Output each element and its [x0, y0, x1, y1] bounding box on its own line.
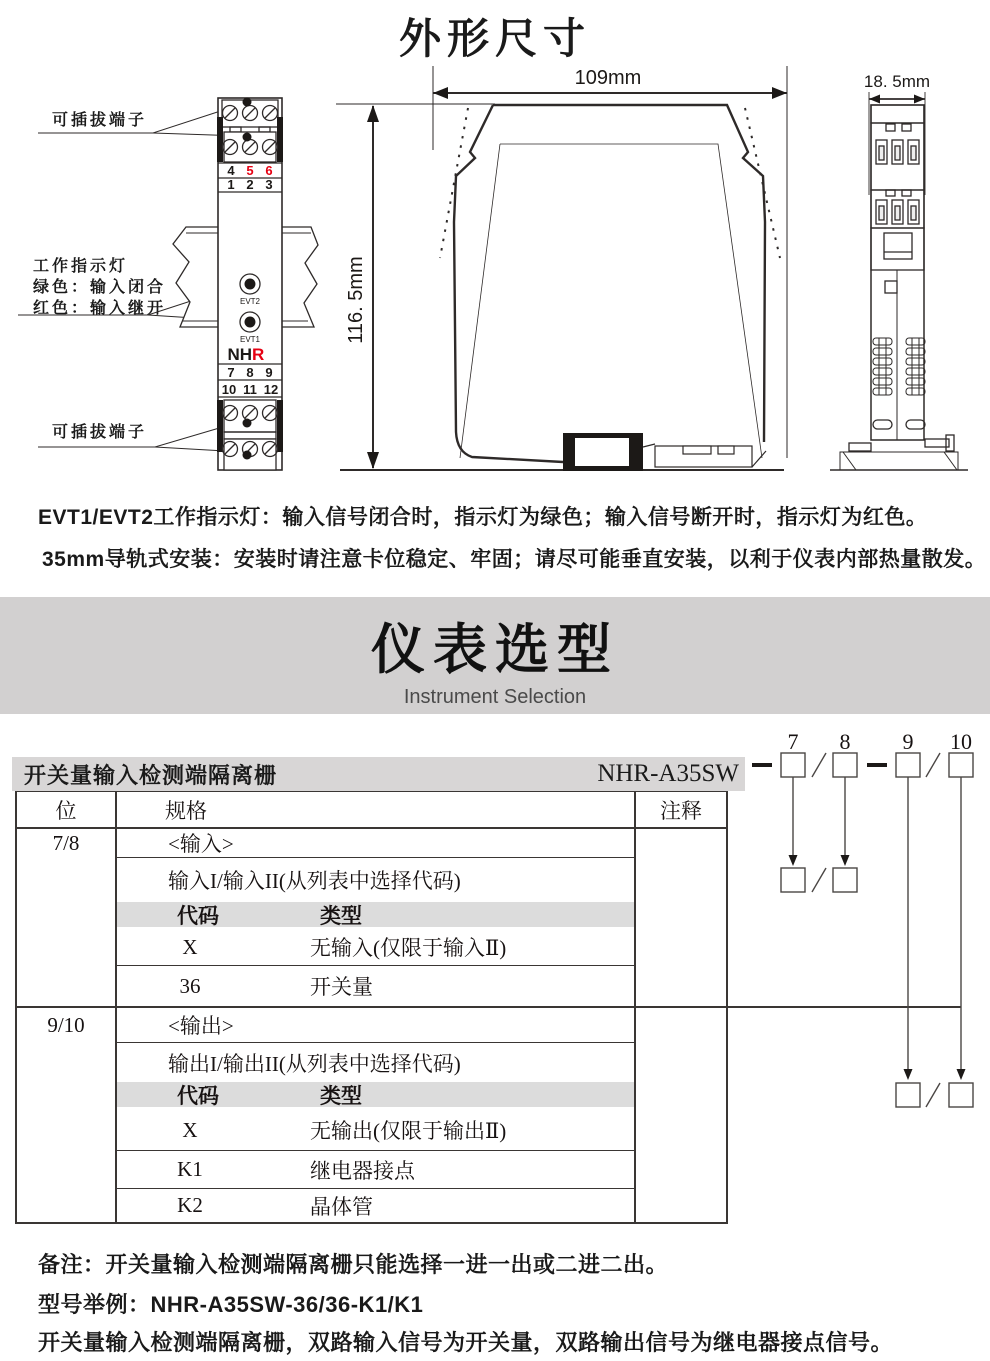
page-title: 外形尺寸	[398, 15, 591, 62]
section-banner	[0, 597, 990, 714]
terminal-12: 12	[263, 382, 279, 397]
pluggable-terminal-label-top: 可插拔端子	[52, 112, 148, 129]
pluggable-terminal-label-bottom: 可插拔端子	[52, 424, 148, 441]
input-group-label: <输入>	[168, 832, 234, 856]
output-row-k2-type: 晶体管	[310, 1194, 373, 1219]
output-code-box-9	[896, 1083, 920, 1107]
header-pos: 位	[55, 799, 77, 823]
note-description: 开关量输入检测端隔离栅，双路输入信号为开关量，双路输出信号为继电器接点信号。	[38, 1330, 894, 1355]
code-box-10	[949, 753, 973, 777]
input-row-36-type: 开关量	[310, 975, 373, 999]
note-evt-indicator: EVT1/EVT2工作指示灯：输入信号闭合时，指示灯为绿色；输入信号断开时，指示灯为红色。	[38, 506, 928, 529]
dim-height-label: 116. 5mm	[345, 256, 367, 344]
note-model-example: 型号举例：NHR-A35SW-36/36-K1/K1	[38, 1292, 424, 1317]
side-profile-drawing	[336, 66, 787, 471]
input-subtitle: 输入I/输入II(从列表中选择代码)	[168, 869, 461, 893]
digit-10: 10	[950, 729, 972, 754]
indicator-led-label-line2: 绿色：输入闭合	[33, 279, 167, 296]
terminal-10: 10	[221, 382, 237, 397]
terminal-7: 7	[227, 365, 235, 380]
input-row-36-code: 36	[179, 973, 201, 998]
depth-view-drawing	[830, 72, 968, 470]
table-line-top	[15, 791, 728, 792]
banner-subtitle: Instrument Selection	[403, 686, 587, 708]
nhr-logo	[227, 345, 264, 364]
indicator-led-label-line3: 红色：输入继开	[33, 300, 167, 317]
model-code: NHR-A35SW	[597, 760, 739, 787]
outline-dimension-drawing	[0, 0, 990, 500]
output-type-header: 类型	[320, 1083, 362, 1108]
input-code-box-7	[781, 868, 805, 892]
output-subtitle: 输出I/输出II(从列表中选择代码)	[168, 1051, 461, 1076]
code-box-7	[781, 753, 805, 777]
output-group-label: <输出>	[168, 1014, 234, 1038]
dim-depth-label: 18. 5mm	[863, 72, 931, 91]
selection-table-titlebar	[12, 757, 745, 791]
header-note: 注释	[660, 799, 702, 823]
ordering-code-diagram	[740, 720, 990, 1235]
output-code-box-10	[949, 1083, 973, 1107]
terminal-1: 1	[227, 177, 235, 192]
code-box-8	[833, 753, 857, 777]
terminal-4: 4	[227, 163, 235, 178]
indicator-led-label-line1: 工作指示灯	[33, 258, 129, 275]
front-view-drawing	[18, 98, 318, 471]
pos-910: 9/10	[47, 1012, 85, 1037]
code-box-9	[896, 753, 920, 777]
terminal-11: 11	[243, 382, 257, 397]
terminal-2: 2	[246, 177, 254, 192]
digit-9: 9	[902, 729, 914, 754]
dim-width-label: 109mm	[574, 67, 642, 89]
nhr-logo-nh: NH	[227, 345, 252, 364]
pos-78: 7/8	[52, 830, 80, 855]
header-spec: 规格	[165, 799, 207, 823]
note-remark: 备注：开关量输入检测端隔离栅只能选择一进一出或二进二出。	[38, 1252, 669, 1277]
table-line-bottom	[15, 1222, 728, 1224]
output-row-x-type: 无输出(仅限于输出Ⅱ)	[310, 1119, 507, 1143]
terminal-8: 8	[246, 365, 254, 380]
digit-7: 7	[787, 729, 799, 754]
evt1-label: EVT1	[239, 335, 261, 344]
note-din-mount: 35mm导轨式安装：安装时请注意卡位稳定、牢固；请尽可能垂直安装，以利于仪表内部热量散发。	[42, 548, 987, 571]
terminal-5: 5	[246, 163, 254, 178]
digit-8: 8	[839, 729, 851, 754]
input-code-header: 代码	[177, 903, 219, 928]
output-code-header: 代码	[177, 1083, 219, 1108]
output-row-x-code: X	[182, 1117, 198, 1142]
banner-title: 仪表选型	[371, 620, 619, 680]
nhr-logo-r: R	[252, 345, 265, 364]
input-row-x-code: X	[182, 934, 198, 959]
output-row-k2-code: K2	[177, 1193, 203, 1217]
input-row-x-type: 无输入(仅限于输入Ⅱ)	[310, 936, 507, 960]
output-row-k1-type: 继电器接点	[310, 1158, 415, 1183]
terminal-6: 6	[265, 163, 273, 178]
input-type-header: 类型	[320, 903, 362, 928]
terminal-9: 9	[265, 365, 273, 380]
output-row-k1-code: K1	[177, 1157, 203, 1181]
product-name: 开关量输入检测端隔离栅	[24, 762, 278, 788]
input-code-box-8	[833, 868, 857, 892]
terminal-3: 3	[265, 177, 273, 192]
evt2-label: EVT2	[239, 297, 261, 306]
